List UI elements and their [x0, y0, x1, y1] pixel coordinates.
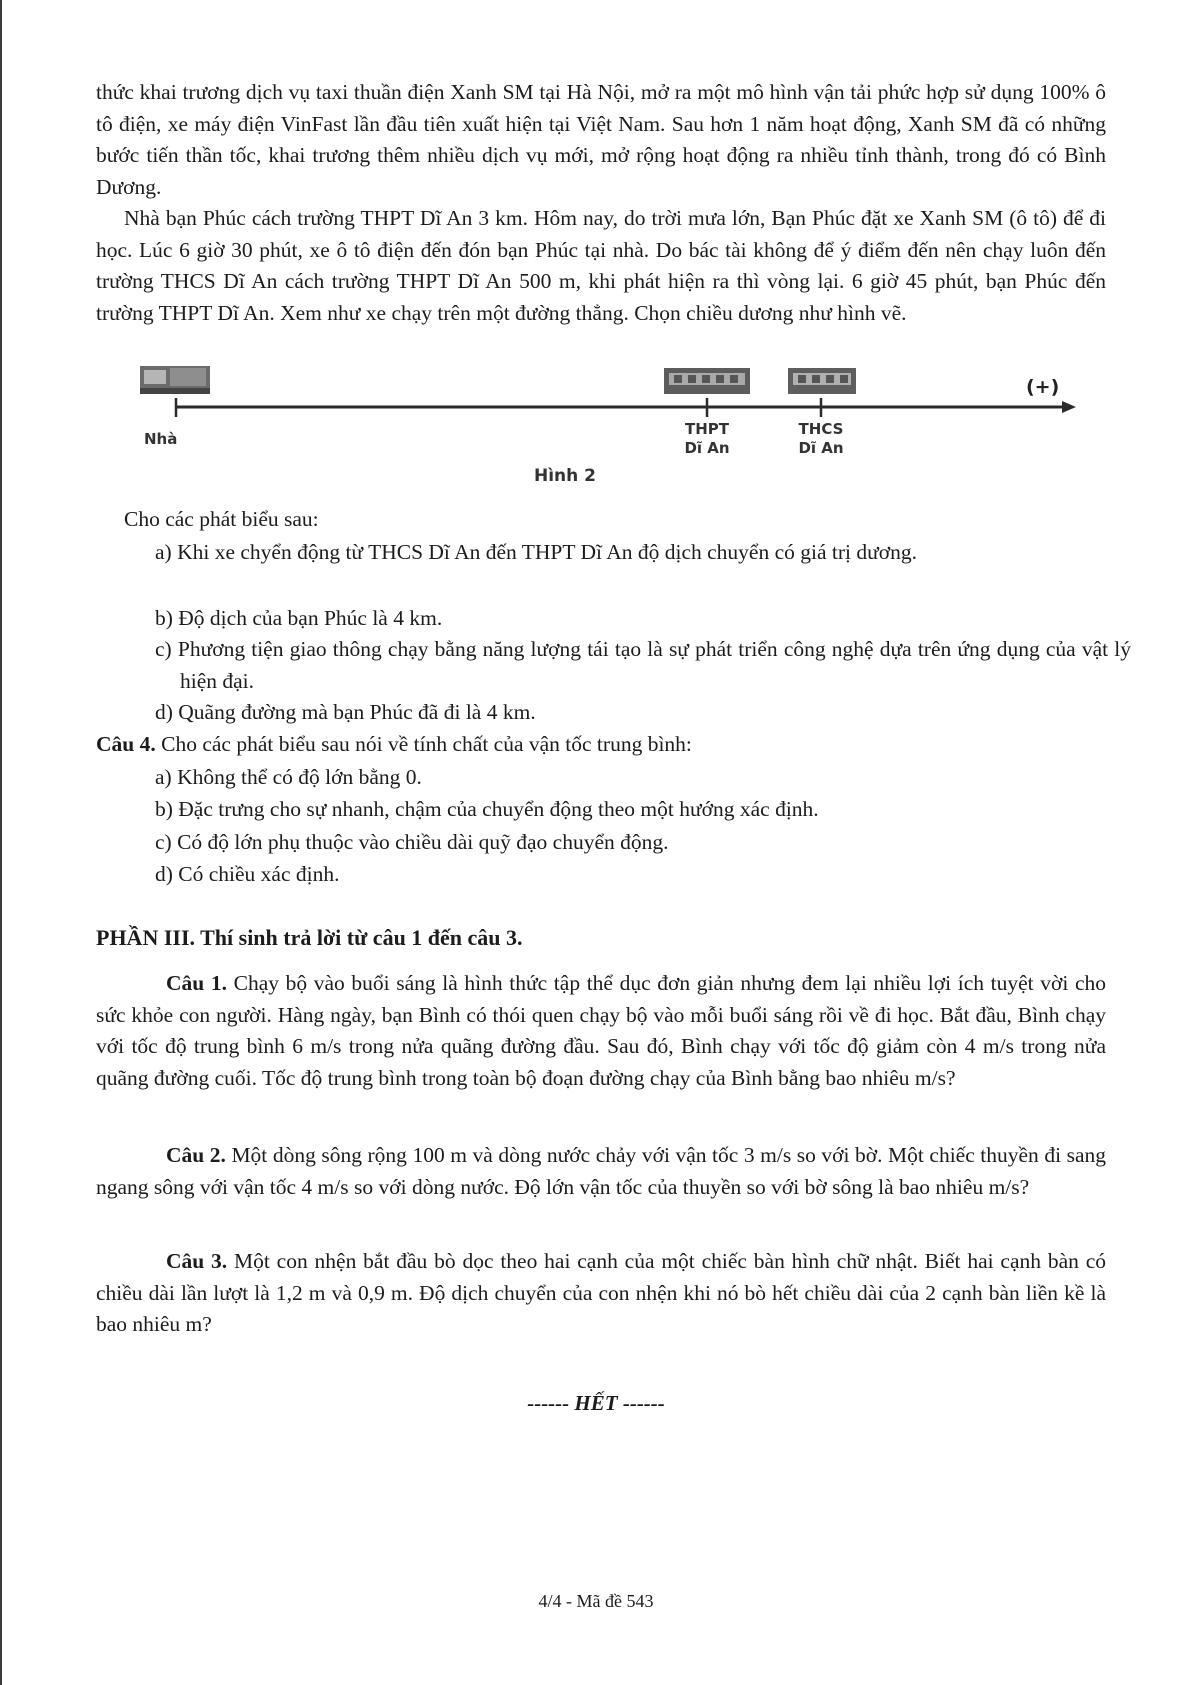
- part3-q1-label: Câu 1.: [166, 971, 227, 995]
- thpt-label-line-2: Dĩ An: [684, 439, 730, 457]
- figure-caption: Hình 2: [534, 466, 597, 486]
- home-label: Nhà: [144, 430, 178, 448]
- part-3-heading: PHẦN III. Thí sinh trả lời từ câu 1 đến câu 3.: [96, 925, 523, 950]
- statement-a: a) Khi xe chyển động từ THCS Dĩ An đến THPT Dĩ An độ dịch chuyển có giá trị dương.: [155, 540, 918, 564]
- part3-q2-text: Một dòng sông rộng 100 m và dòng nước chảy với vận tốc 3 m/s so với bờ. Một chiếc thuyền đi sang ngang sông với vận tốc 4 m/s so với dòng nước. Độ lớn vận tốc của thuyền so với bờ sông là bao nhiêu m/s?: [96, 1143, 1107, 1199]
- part3-q1-text: Chạy bộ vào buổi sáng là hình thức tập thể dục đơn giản nhưng đem lại nhiều lợi ích tuyệt vời cho sức khỏe con người. Hàng ngày, bạn Bình có thói quen chạy bộ vào mỗi buổi sáng rồi về đi học. Bắt đầu, Bình chạy với tốc độ trung bình 6 m/s trong nửa quãng đường đầu. Sau đó, Bình chạy với tốc độ giảm còn 4 m/s trong nửa quãng đường cuối. Tốc độ trung bình trong toàn bộ đoạn đường chạy của Bình bằng bao nhiêu m/s?: [96, 971, 1106, 1090]
- thpt-school-image: [664, 368, 750, 394]
- thcs-label-line-1: THCS: [798, 420, 844, 438]
- axis-arrow: [1062, 401, 1076, 413]
- statement-b: b) Độ dịch của bạn Phúc là 4 km.: [155, 606, 443, 630]
- end-mark: ------ HẾT ------: [527, 1391, 665, 1415]
- thcs-school-image: [788, 368, 856, 394]
- positive-direction-label: (+): [1026, 376, 1060, 398]
- q4-option-b: b) Đặc trưng cho sự nhanh, chậm của chuyển động theo một hướng xác định.: [155, 797, 819, 821]
- part3-question-2: [96, 1140, 1106, 1203]
- question-4-text: Cho các phát biểu sau nói về tính chất của vận tốc trung bình:: [155, 732, 692, 756]
- house-image: [140, 366, 210, 394]
- q4-option-a: a) Không thể có độ lớn bằng 0.: [155, 765, 422, 789]
- figure-number-line: [96, 362, 1106, 492]
- thpt-label-line-1: THPT: [684, 420, 729, 438]
- page-footer: 4/4 - Mã đề 543: [538, 1591, 654, 1611]
- number-line-diagram: [96, 362, 1106, 492]
- statement-c: c) Phương tiện giao thông chạy bằng năng lượng tái tạo là sự phát triển công nghệ dựa trên ứng dụng của vật lý hiện đại.: [155, 637, 1131, 693]
- q4-option-d: d) Có chiều xác định.: [155, 862, 340, 886]
- part3-q2-label: Câu 2.: [166, 1143, 226, 1167]
- page-left-edge: [0, 0, 2, 1685]
- part3-question-3: [96, 1246, 1106, 1341]
- intro-paragraph-1: thức khai trương dịch vụ taxi thuần điện Xanh SM tại Hà Nội, mở ra một mô hình vận tải phức hợp sử dụng 100% ô tô điện, xe máy điện VinFast lần đầu tiên xuất hiện tại Việt Nam. Sau hơn 1 năm hoạt động, Xanh SM đã có những bước tiến thần tốc, khai trương thêm nhiều dịch vụ mới, mở rộng hoạt động ra nhiều tỉnh thành, trong đó có Bình Dương.: [96, 80, 1106, 199]
- intro-paragraph-2: Nhà bạn Phúc cách trường THPT Dĩ An 3 km. Hôm nay, do trời mưa lớn, Bạn Phúc đặt xe Xanh SM (ô tô) để đi học. Lúc 6 giờ 30 phút, xe ô tô điện đến đón bạn Phúc tại nhà. Do bác tài không để ý điểm đến nên chạy luôn đến trường THCS Dĩ An cách trường THPT Dĩ An 500 m, khi phát hiện ra thì vòng lại. 6 giờ 45 phút, bạn Phúc đến trường THPT Dĩ An. Xem như xe chạy trên một đường thẳng. Chọn chiều dương như hình vẽ.: [96, 206, 1106, 325]
- thpt-label: [676, 420, 738, 458]
- statements-lead: Cho các phát biểu sau:: [124, 507, 319, 531]
- q4-option-c: c) Có độ lớn phụ thuộc vào chiều dài quỹ đạo chuyển động.: [155, 830, 669, 854]
- part3-q3-label: Câu 3.: [166, 1249, 228, 1273]
- part3-q3-text: Một con nhện bắt đầu bò dọc theo hai cạnh của một chiếc bàn hình chữ nhật. Biết hai cạnh bàn có chiều dài lần lượt là 1,2 m và 0,9 m. Độ dịch chuyển của con nhện khi nó bò hết chiều dài của 2 cạnh bàn liền kề là bao nhiêu m?: [96, 1249, 1106, 1336]
- question-4: [96, 729, 1106, 761]
- thcs-label: [790, 420, 852, 458]
- statement-d: d) Quãng đường mà bạn Phúc đã đi là 4 km.: [155, 700, 536, 724]
- part3-question-1: [96, 968, 1106, 1094]
- question-4-label: Câu 4.: [96, 732, 156, 756]
- thcs-label-line-2: Dĩ An: [798, 439, 844, 457]
